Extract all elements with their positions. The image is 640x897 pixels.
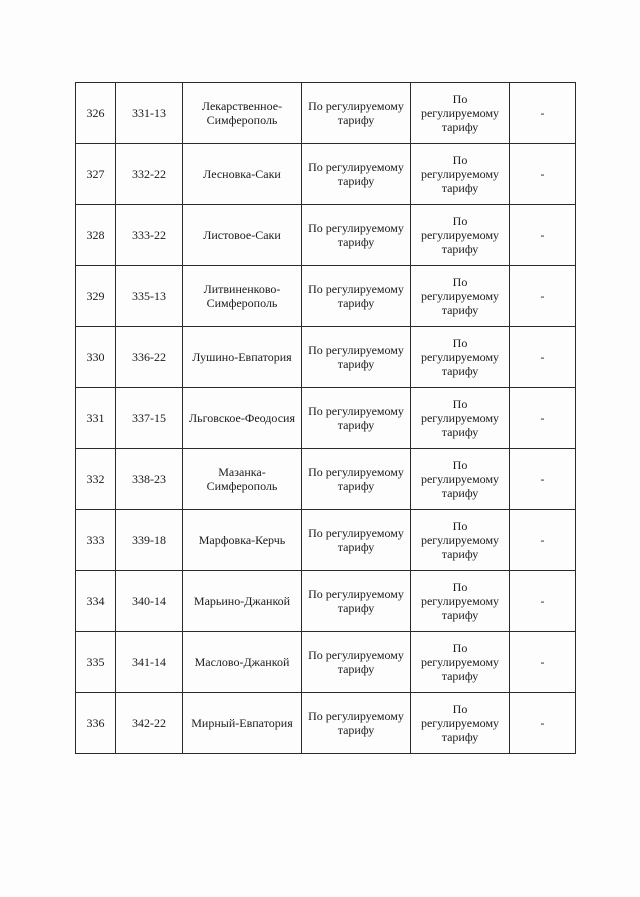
tariff-a: По регулируемому тарифу: [302, 571, 411, 632]
table-row: [76, 693, 576, 754]
route-name: Литвиненково-Симферополь: [183, 266, 302, 327]
tariff-b: По регулируемому тарифу: [411, 205, 510, 266]
tariff-a: По регулируемому тарифу: [302, 205, 411, 266]
route-name: Лекарственное-Симферополь: [183, 83, 302, 144]
table-row: [76, 632, 576, 693]
row-number: 334: [76, 571, 116, 632]
table-row: [76, 388, 576, 449]
table-row: [76, 266, 576, 327]
row-number: 336: [76, 693, 116, 754]
route-name: Мазанка-Симферополь: [183, 449, 302, 510]
tariff-a: По регулируемому тарифу: [302, 266, 411, 327]
route-code: 335-13: [116, 266, 183, 327]
tariff-a: По регулируемому тарифу: [302, 449, 411, 510]
tariff-a: По регулируемому тарифу: [302, 144, 411, 205]
tariff-b: По регулируемому тарифу: [411, 144, 510, 205]
route-code: 339-18: [116, 510, 183, 571]
tariff-a: По регулируемому тарифу: [302, 510, 411, 571]
tariff-a: По регулируемому тарифу: [302, 388, 411, 449]
route-code: 340-14: [116, 571, 183, 632]
tariff-b: По регулируемому тарифу: [411, 571, 510, 632]
last-column: -: [510, 83, 576, 144]
route-name: Лесновка-Саки: [183, 144, 302, 205]
row-number: 330: [76, 327, 116, 388]
table-row: [76, 205, 576, 266]
route-code: 332-22: [116, 144, 183, 205]
route-name: Льговское-Феодосия: [183, 388, 302, 449]
last-column: -: [510, 449, 576, 510]
row-number: 328: [76, 205, 116, 266]
last-column: -: [510, 632, 576, 693]
last-column: -: [510, 388, 576, 449]
tariff-a: По регулируемому тарифу: [302, 693, 411, 754]
route-name: Маслово-Джанкой: [183, 632, 302, 693]
tariff-a: По регулируемому тарифу: [302, 327, 411, 388]
last-column: -: [510, 327, 576, 388]
tariff-a: По регулируемому тарифу: [302, 83, 411, 144]
table-row: [76, 571, 576, 632]
last-column: -: [510, 266, 576, 327]
table-row: [76, 510, 576, 571]
row-number: 335: [76, 632, 116, 693]
last-column: -: [510, 144, 576, 205]
tariff-a: По регулируемому тарифу: [302, 632, 411, 693]
route-name: Марьино-Джанкой: [183, 571, 302, 632]
route-code: 336-22: [116, 327, 183, 388]
last-column: -: [510, 571, 576, 632]
route-name: Листовое-Саки: [183, 205, 302, 266]
tariff-b: По регулируемому тарифу: [411, 693, 510, 754]
row-number: 331: [76, 388, 116, 449]
tariff-b: По регулируемому тарифу: [411, 83, 510, 144]
row-number: 332: [76, 449, 116, 510]
table-row: [76, 327, 576, 388]
route-code: 338-23: [116, 449, 183, 510]
routes-table: [75, 82, 576, 754]
route-code: 337-15: [116, 388, 183, 449]
route-code: 333-22: [116, 205, 183, 266]
last-column: -: [510, 205, 576, 266]
tariff-b: По регулируемому тарифу: [411, 327, 510, 388]
tariff-b: По регулируемому тарифу: [411, 266, 510, 327]
tariff-b: По регулируемому тарифу: [411, 510, 510, 571]
row-number: 327: [76, 144, 116, 205]
table-row: [76, 83, 576, 144]
last-column: -: [510, 693, 576, 754]
table-row: [76, 449, 576, 510]
route-name: Лушино-Евпатория: [183, 327, 302, 388]
route-name: Мирный-Евпатория: [183, 693, 302, 754]
tariff-b: По регулируемому тарифу: [411, 449, 510, 510]
route-code: 342-22: [116, 693, 183, 754]
last-column: -: [510, 510, 576, 571]
table-row: [76, 144, 576, 205]
tariff-b: По регулируемому тарифу: [411, 632, 510, 693]
routes-table-body: [76, 83, 576, 754]
row-number: 329: [76, 266, 116, 327]
row-number: 333: [76, 510, 116, 571]
row-number: 326: [76, 83, 116, 144]
route-code: 331-13: [116, 83, 183, 144]
tariff-b: По регулируемому тарифу: [411, 388, 510, 449]
route-name: Марфовка-Керчь: [183, 510, 302, 571]
route-code: 341-14: [116, 632, 183, 693]
